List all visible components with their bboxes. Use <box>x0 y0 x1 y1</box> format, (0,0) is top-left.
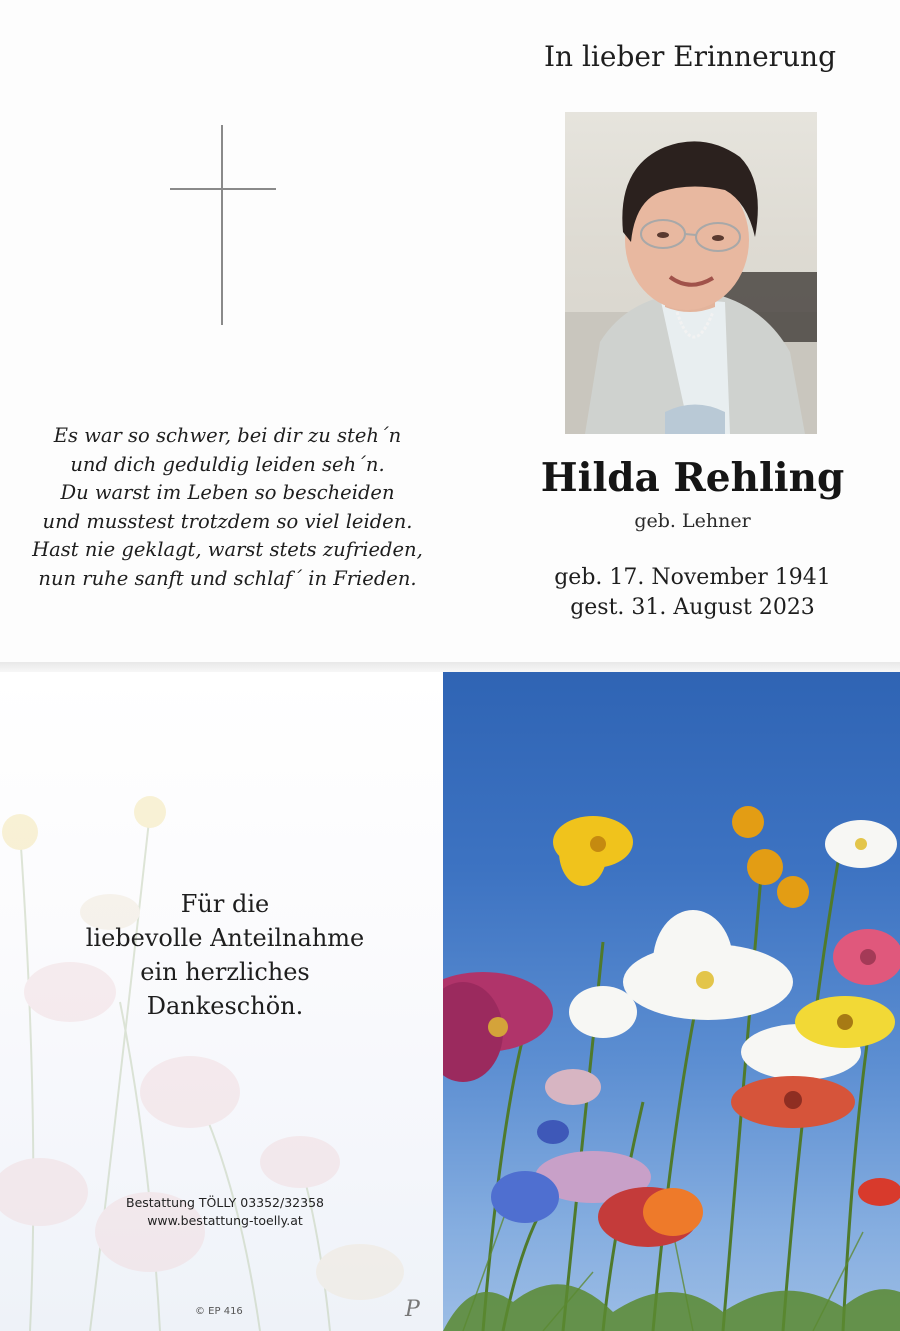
printer-mark-icon: P <box>405 1297 420 1322</box>
thanks-line: liebevolle Anteilnahme <box>85 924 365 952</box>
thanks-line: Dankeschön. <box>146 992 304 1020</box>
memorial-card-front <box>0 0 900 662</box>
poem-line: und dich geduldig leiden seh´n. <box>70 452 385 476</box>
cross-icon-bar <box>170 188 276 190</box>
maiden-name: geb. Lehner <box>634 510 751 532</box>
undertaker-name-phone: Bestattung TÖLLY 03352/32358 <box>126 1195 324 1210</box>
poem-line: Du warst im Leben so bescheiden <box>60 481 395 504</box>
life-dates <box>520 563 865 623</box>
cross-icon <box>221 125 223 325</box>
deceased-name: Hilda Rehling <box>540 455 845 501</box>
print-code: © EP 416 <box>195 1306 243 1317</box>
flower-photo <box>443 672 900 1331</box>
pink-cosmos-flower <box>443 972 553 1082</box>
thanks-panel <box>0 672 443 1331</box>
thanks-line: ein herzliches <box>140 958 310 986</box>
memorial-heading: In lieber Erinnerung <box>543 40 837 73</box>
thanks-message <box>60 887 390 1023</box>
undertaker-info <box>90 1194 360 1230</box>
death-date: gest. 31. August 2023 <box>570 595 815 620</box>
poem-line: nun ruhe sanft und schlaf´ in Frieden. <box>38 566 417 590</box>
poem-line: und musstest trotzdem so viel leiden. <box>42 509 413 533</box>
fold-divider <box>0 662 900 672</box>
thanks-line: Für die <box>180 890 270 918</box>
birth-date: geb. 17. November 1941 <box>554 565 831 590</box>
poem-line: Es war so schwer, bei dir zu steh´n <box>53 424 402 447</box>
memorial-poem <box>20 422 435 593</box>
undertaker-website: www.bestattung-toelly.at <box>147 1213 303 1228</box>
poem-line: Hast nie geklagt, warst stets zufrieden, <box>32 538 423 561</box>
portrait-photo <box>565 112 817 434</box>
